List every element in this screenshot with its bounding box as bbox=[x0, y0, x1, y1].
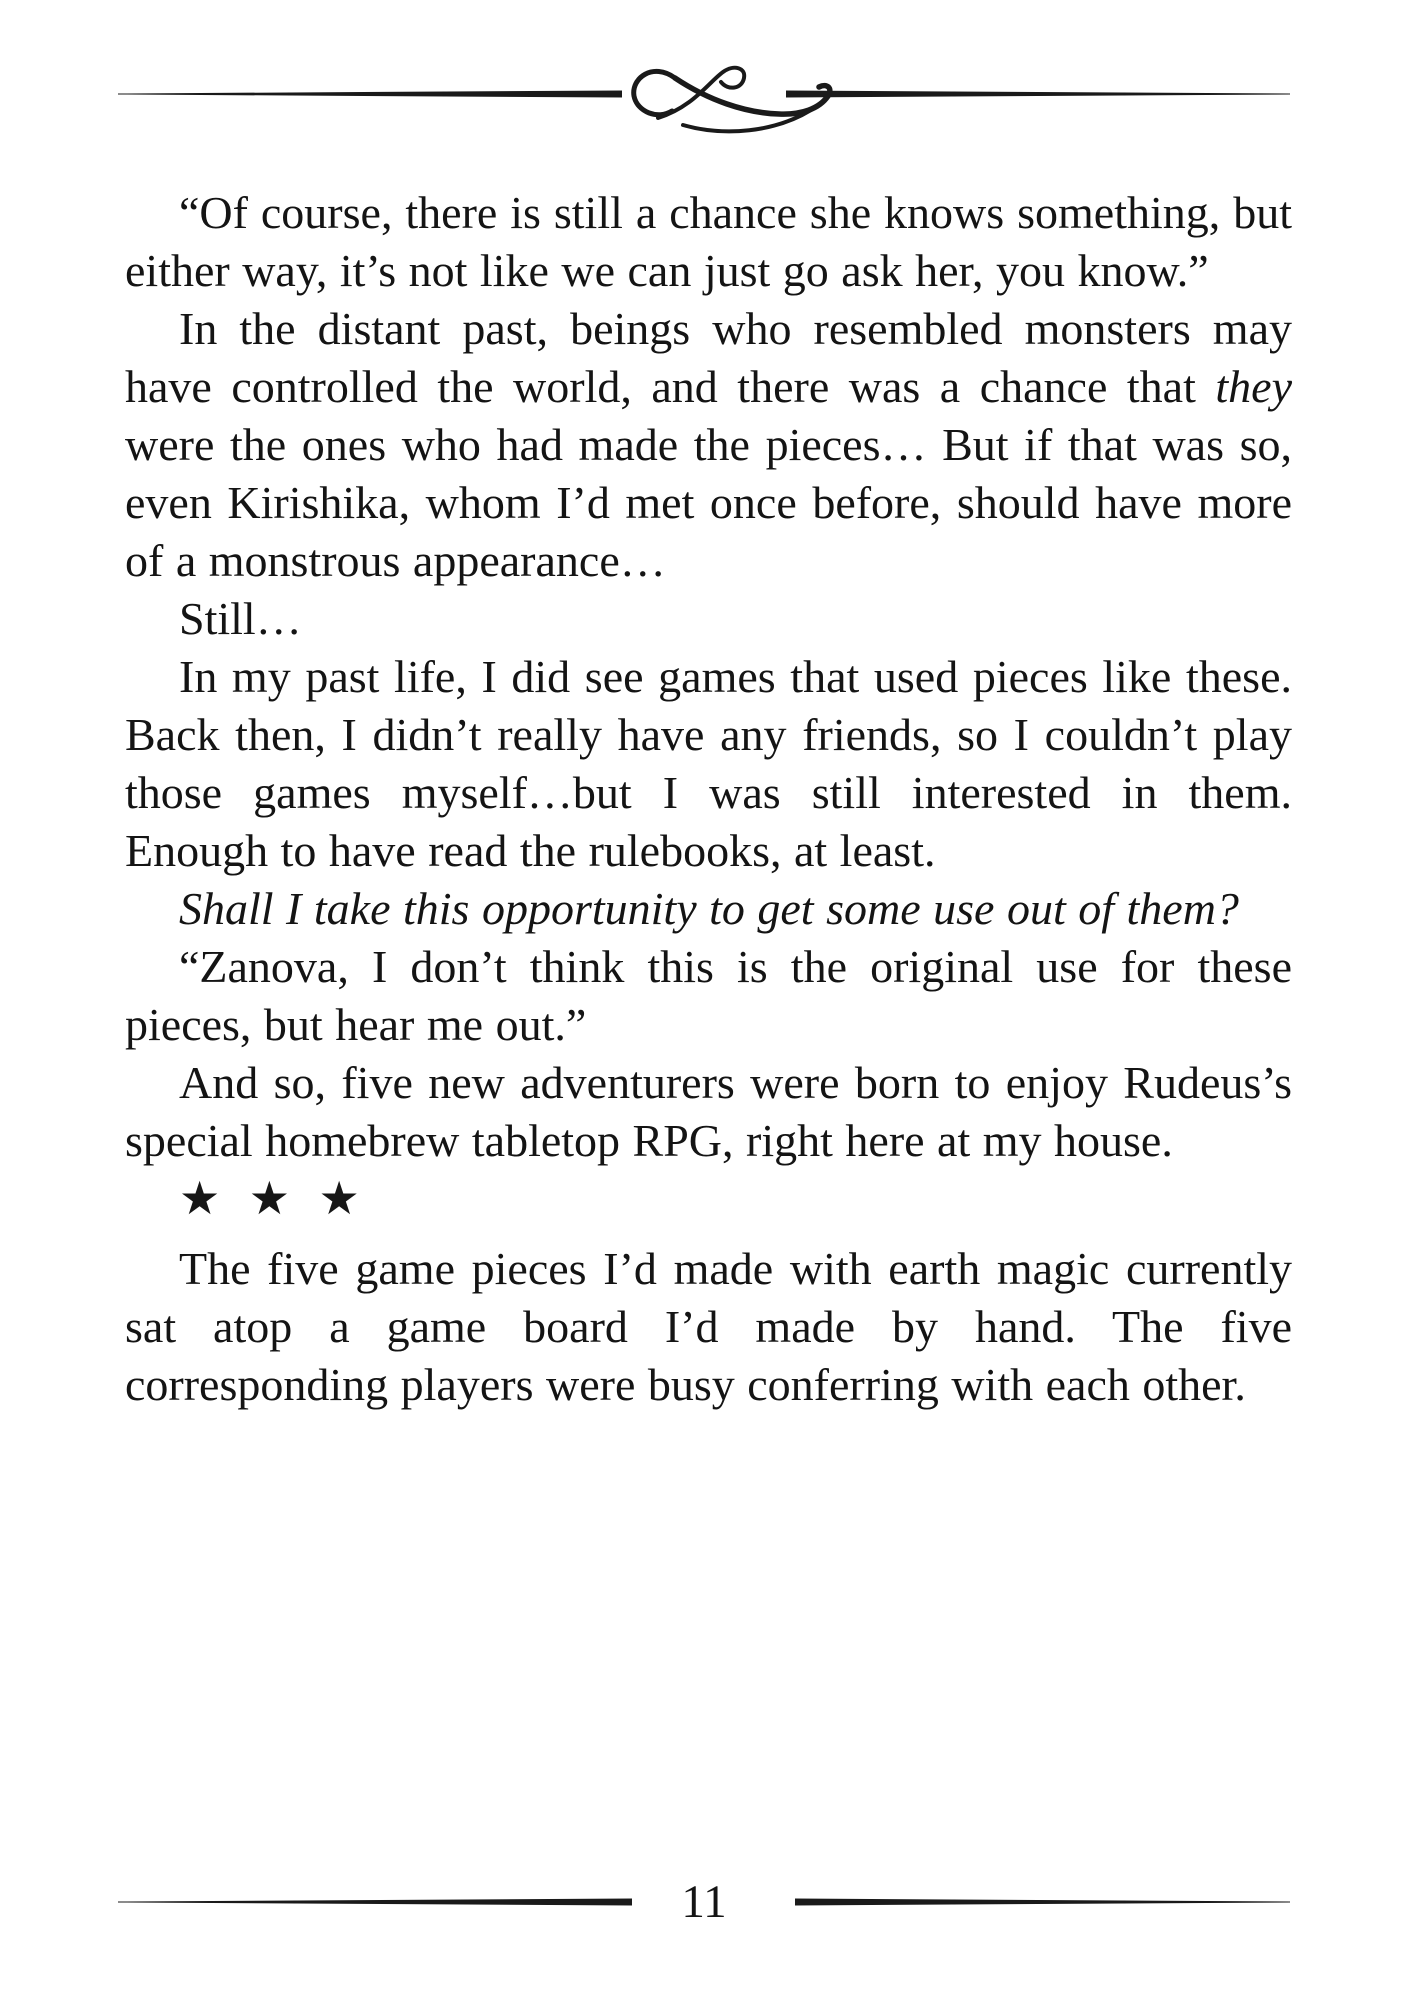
text-segment: In the distant past, beings who resembled monsters may have controlled the world, and there was a chance that bbox=[125, 303, 1292, 412]
paragraph-group-after-break bbox=[125, 1240, 1292, 1414]
paragraph bbox=[125, 184, 1292, 300]
text-segment: were the ones who had made the pieces… But if that was so, even Kirishika, whom I’d met once before, should have more of a monstrous appearance… bbox=[125, 419, 1292, 586]
italic-text-segment: they bbox=[1215, 361, 1292, 412]
text-segment: The five game pieces I’d made with earth magic currently sat atop a game board I’d made by hand. The five corresponding players were busy conferring with each other. bbox=[125, 1243, 1292, 1410]
text-segment: “Zanova, I don’t think this is the original use for these pieces, but hear me out.” bbox=[125, 941, 1292, 1050]
page-body bbox=[125, 184, 1292, 1414]
text-segment: Still… bbox=[179, 593, 302, 644]
flourish-divider-icon bbox=[118, 52, 1290, 142]
paragraph bbox=[125, 938, 1292, 1054]
paragraph bbox=[125, 648, 1292, 880]
paragraph bbox=[125, 880, 1292, 938]
text-segment: In my past life, I did see games that used pieces like these. Back then, I didn’t really have any friends, so I couldn’t play those games myself…but I was still interested in them. Enough to have read the rulebooks, at least. bbox=[125, 651, 1292, 876]
text-segment: And so, five new adventurers were born to enjoy Rudeus’s special homebrew tabletop RPG, right here at my house. bbox=[125, 1057, 1292, 1166]
paragraph bbox=[125, 1054, 1292, 1170]
page-number: 11 bbox=[681, 1876, 727, 1928]
paragraph bbox=[125, 1240, 1292, 1414]
section-break-stars: ★ ★ ★ bbox=[179, 1173, 368, 1224]
paragraph bbox=[125, 590, 1292, 648]
page-footer bbox=[118, 1868, 1290, 1936]
italic-text-segment: Shall I take this opportunity to get some use out of them? bbox=[179, 883, 1239, 934]
text-segment: “Of course, there is still a chance she knows something, but either way, it’s not like we can just go ask her, you know.” bbox=[125, 187, 1292, 296]
paragraph bbox=[125, 300, 1292, 590]
paragraph-group-before-break bbox=[125, 184, 1292, 1170]
